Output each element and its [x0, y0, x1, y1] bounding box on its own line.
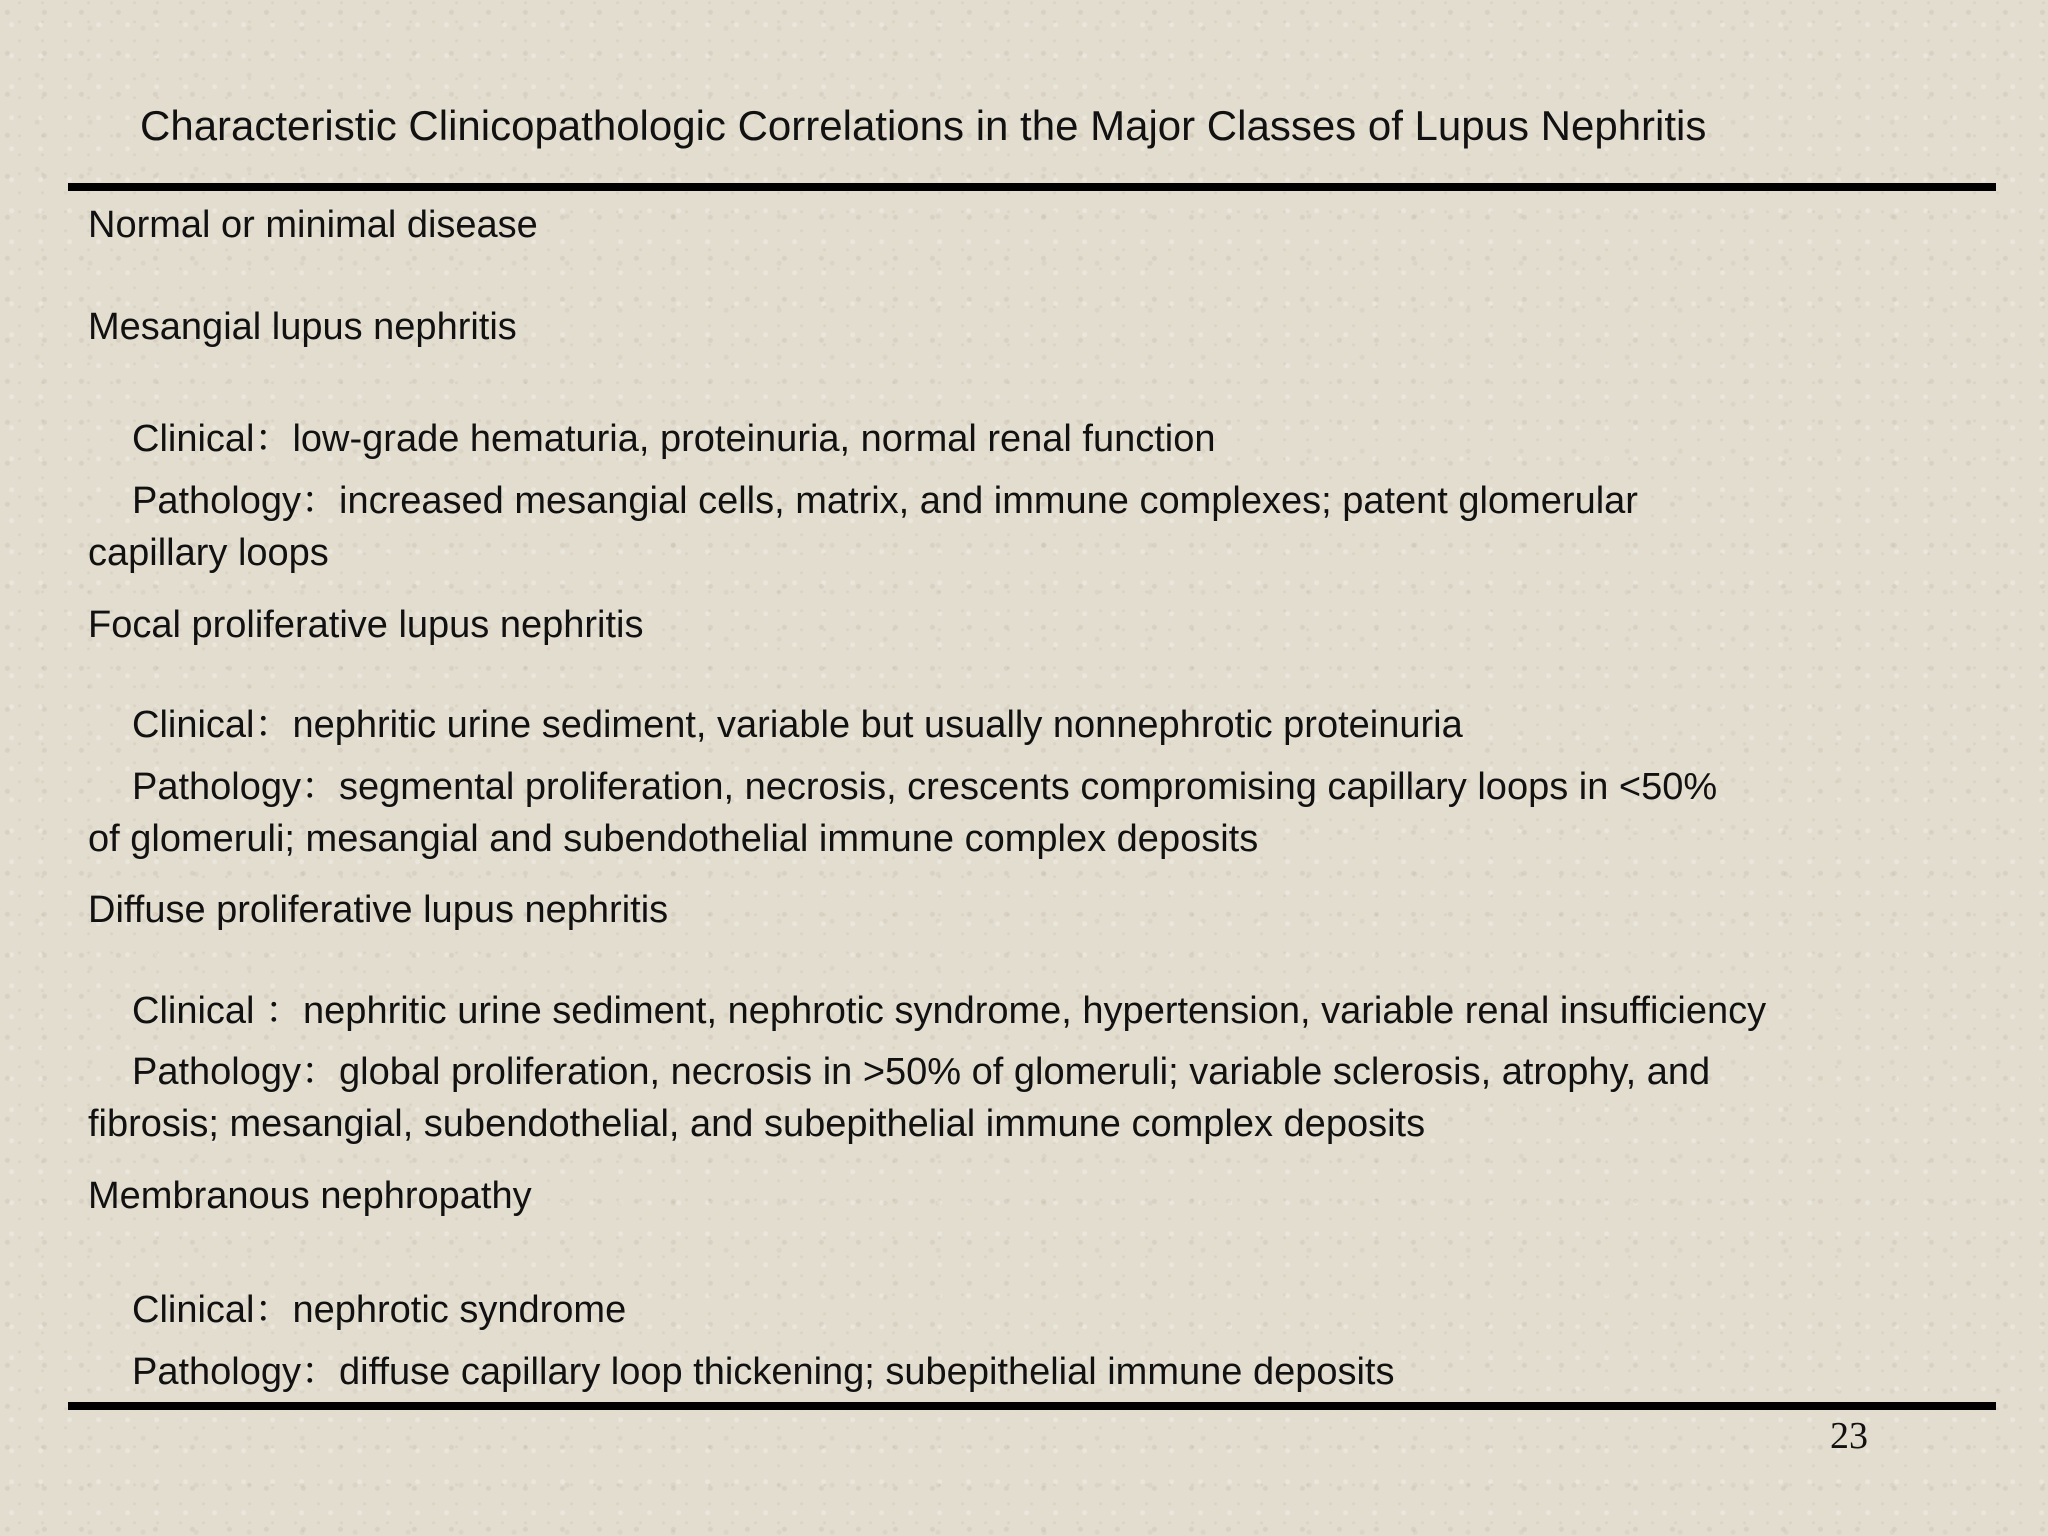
- diffuse-clinical: Clinical ：nephritic urine sediment, nephrotic syndrome, hypertension, variable renal insufficiency: [132, 990, 1767, 1032]
- focal-pathology-line2: of glomeruli; mesangial and subendothelial immune complex deposits: [88, 818, 1259, 860]
- diffuse-pathology-line1: Pathology：global proliferation, necrosis in >50% of glomeruli; variable sclerosis, atrophy, and: [132, 1051, 1711, 1093]
- mesangial-pathology-line1: Pathology：increased mesangial cells, matrix, and immune complexes; patent glomerular: [132, 480, 1638, 522]
- mesangial-pathology-line2: capillary loops: [88, 532, 329, 574]
- membranous-clinical: Clinical：nephrotic syndrome: [132, 1289, 627, 1331]
- class-heading-focal: Focal proliferative lupus nephritis: [88, 604, 644, 646]
- mesangial-clinical: Clinical：low-grade hematuria, proteinuria, normal renal function: [132, 418, 1216, 460]
- class-heading-diffuse: Diffuse proliferative lupus nephritis: [88, 889, 669, 931]
- focal-clinical: Clinical：nephritic urine sediment, variable but usually nonnephrotic proteinuria: [132, 704, 1463, 746]
- slide-title: Characteristic Clinicopathologic Correlations in the Major Classes of Lupus Nephritis: [140, 102, 1707, 149]
- page-number: 23: [1830, 1415, 1868, 1457]
- top-divider: [68, 183, 1996, 191]
- class-heading-membranous: Membranous nephropathy: [88, 1175, 532, 1217]
- class-heading-mesangial: Mesangial lupus nephritis: [88, 306, 517, 348]
- focal-pathology-line1: Pathology：segmental proliferation, necrosis, crescents compromising capillary loops in <50%: [132, 766, 1718, 808]
- bottom-divider: [68, 1402, 1996, 1410]
- membranous-pathology: Pathology：diffuse capillary loop thickening; subepithelial immune deposits: [132, 1351, 1395, 1393]
- class-heading-normal: Normal or minimal disease: [88, 204, 538, 246]
- diffuse-pathology-line2: fibrosis; mesangial, subendothelial, and subepithelial immune complex deposits: [88, 1103, 1426, 1145]
